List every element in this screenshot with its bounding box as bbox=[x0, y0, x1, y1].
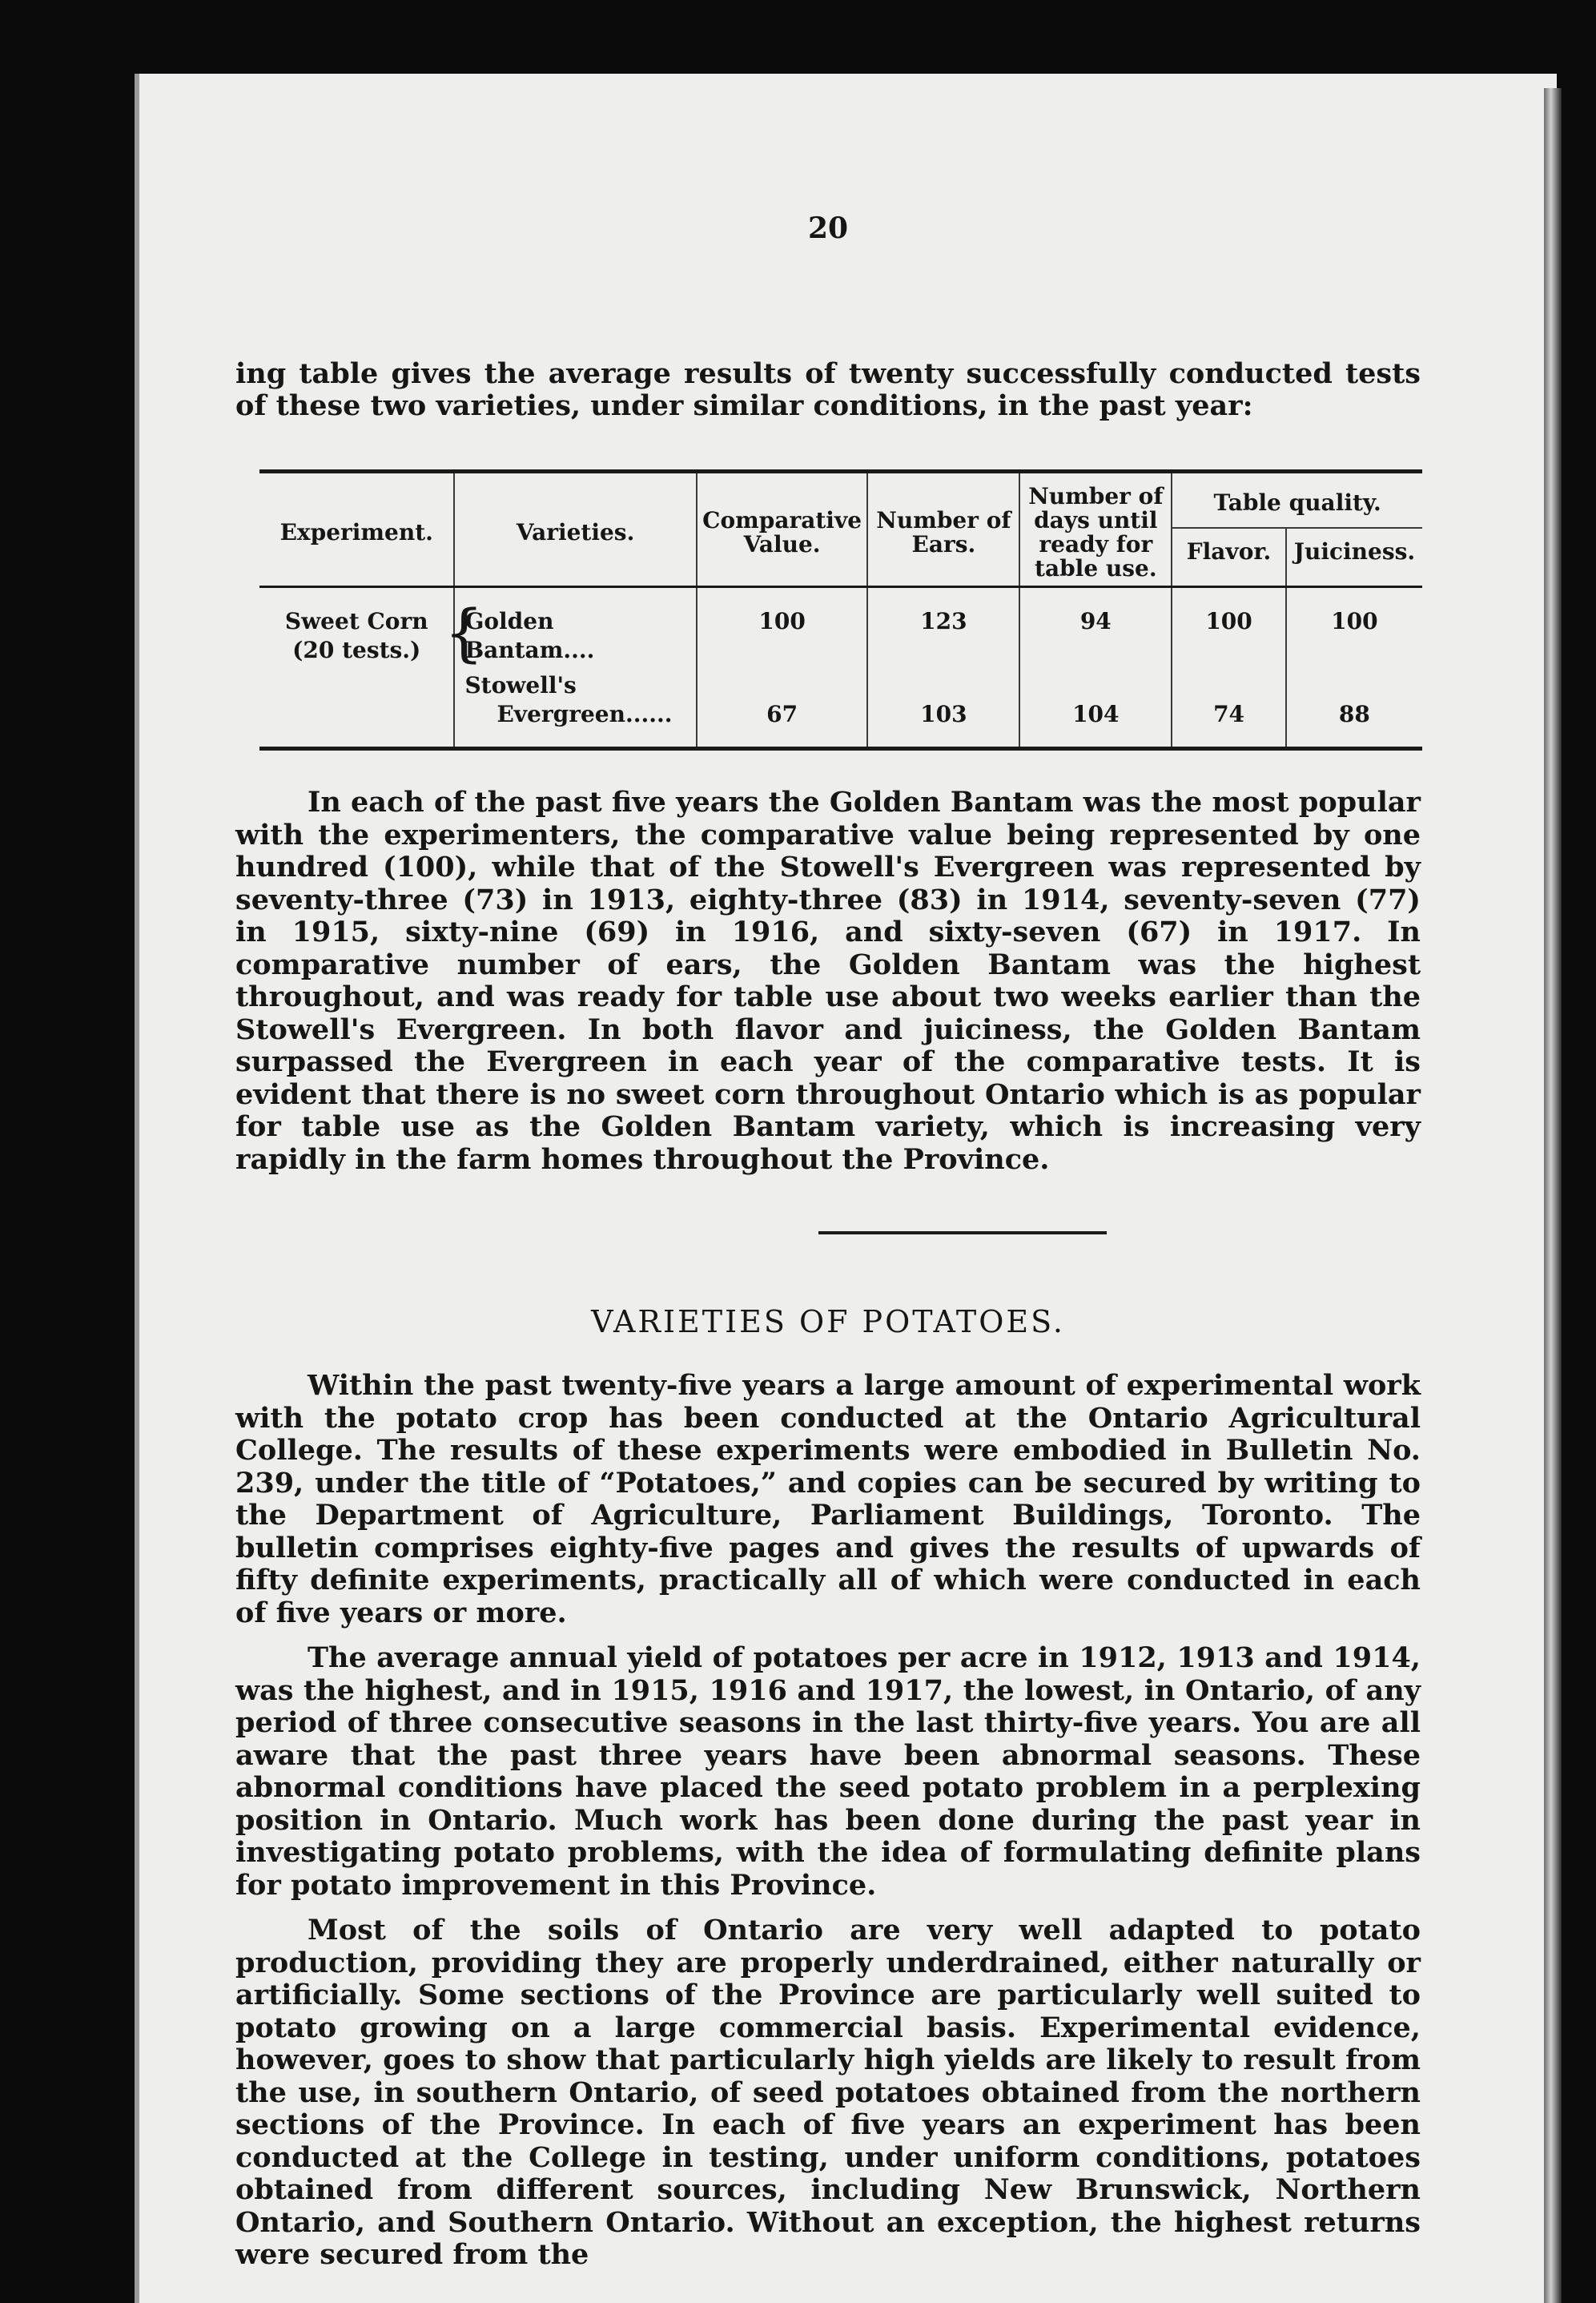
page-edge bbox=[1544, 88, 1562, 2303]
experiment-sub: (20 tests.) bbox=[292, 637, 421, 663]
variety-cell bbox=[454, 668, 696, 749]
sweet-corn-table bbox=[259, 469, 1422, 751]
comparative-value-cell: 100 bbox=[697, 587, 868, 669]
variety-name: Stowell's bbox=[464, 672, 577, 699]
header-varieties: Varieties. bbox=[454, 472, 696, 587]
brace-glyph: { bbox=[444, 598, 484, 670]
paragraph-golden-bantam: In each of the past five years the Golden Bantam was the most popular with the experimenters, the comparative value being represented by one hundred (100), while that of the Stowell's Evergreen was represented by seventy-three (73) in 1913, eighty-three (83) in 1914, seventy-seven (77) in 1915, sixty-nine (69) in 1916, and sixty-seven (67) in 1917. In comparative number of ears, the Golden Bantam was the highest throughout, and was ready for table use about two weeks earlier than the Stowell's Evergreen. In both flavor and juiciness, the Golden Bantam surpassed the Evergreen in each year of the comparative tests. It is evident that there is no sweet corn throughout Ontario which is as popular for table use as the Golden Bantam variety, which is increasing very rapidly in the farm homes throughout the Province. bbox=[235, 786, 1421, 1176]
ears-cell: 123 bbox=[867, 587, 1019, 669]
flavor-cell: 74 bbox=[1172, 668, 1286, 749]
days-cell: 104 bbox=[1019, 668, 1172, 749]
header-juiciness: Juiciness. bbox=[1293, 538, 1416, 566]
ears-cell: 103 bbox=[867, 668, 1019, 749]
days-cell: 94 bbox=[1019, 587, 1172, 669]
experiment-cell bbox=[259, 587, 454, 749]
header-number-of-ears: Number of Ears. bbox=[867, 472, 1019, 587]
header-flavor: Flavor. bbox=[1172, 528, 1286, 587]
variety-name: Golden Bantam.... bbox=[464, 608, 595, 663]
section-divider bbox=[818, 1231, 1107, 1234]
lead-paragraph: ing table gives the average results of twenty successfully conducted tests of these two varieties, under similar conditions, in the past year: bbox=[235, 357, 1421, 422]
section-title: VARIETIES OF POTATOES. bbox=[591, 1304, 1065, 1339]
page-number: 20 bbox=[807, 211, 849, 245]
paragraph-ontario-soils: Most of the soils of Ontario are very well adapted to potato production, providing they are properly underdrained, either naturally or artificially. Some sections of the Province are particularly well suited to potato growing on a large commercial basis. Experimental evidence, however, goes to show that particularly high yields are likely to result from the use, in southern Ontario, of seed potatoes obtained from the northern sections of the Province. In each of five years an experiment has been conducted at the College in testing, under uniform conditions, potatoes obtained from different sources, including New Brunswick, Northern Ontario, and Southern Ontario. Without an exception, the highest returns were secured from the bbox=[235, 1914, 1421, 2271]
juiciness-cell: 88 bbox=[1338, 701, 1370, 727]
variety-name-continued: Evergreen...... bbox=[496, 701, 673, 727]
paragraph-potato-yield: The average annual yield of potatoes per acre in 1912, 1913 and 1914, was the highest, and in 1915, 1916 and 1917, the lowest, in Ontario, of any period of three consecutive seasons in the last thirty-five years. You are all aware that the past three years have been abnormal seasons. These abnormal conditions have placed the seed potato problem in a perplexing position in Ontario. Much work has been done during the past year in investigating potato problems, with the idea of formulating definite plans for potato improvement in this Province. bbox=[235, 1641, 1421, 1902]
juiciness-cell: 100 bbox=[1331, 608, 1378, 634]
comparative-value-cell: 67 bbox=[697, 668, 868, 749]
paragraph-potato-experiments: Within the past twenty-five years a large amount of experimental work with the potato crop has been conducted at the Ontario Agricultural College. The results of these experiments were embodied in Bulletin No. 239, under the title of “Potatoes,” and copies can be secured by writing to the Department of Agriculture, Parliament Buildings, Toronto. The bulletin comprises eighty-five pages and gives the results of upwards of fifty definite experiments, practically all of which were conducted in each of five years or more. bbox=[235, 1369, 1421, 1629]
header-comparative-value: Comparative Value. bbox=[697, 472, 868, 587]
table-row bbox=[259, 587, 1422, 669]
document-page bbox=[135, 74, 1557, 2303]
flavor-cell: 100 bbox=[1172, 587, 1286, 669]
header-table-quality: Table quality. bbox=[1172, 472, 1422, 528]
header-days-until-ready: Number of days until ready for table use. bbox=[1019, 472, 1172, 587]
experiment-label: Sweet Corn bbox=[284, 608, 428, 634]
variety-cell bbox=[444, 587, 696, 670]
header-experiment: Experiment. bbox=[259, 472, 454, 587]
